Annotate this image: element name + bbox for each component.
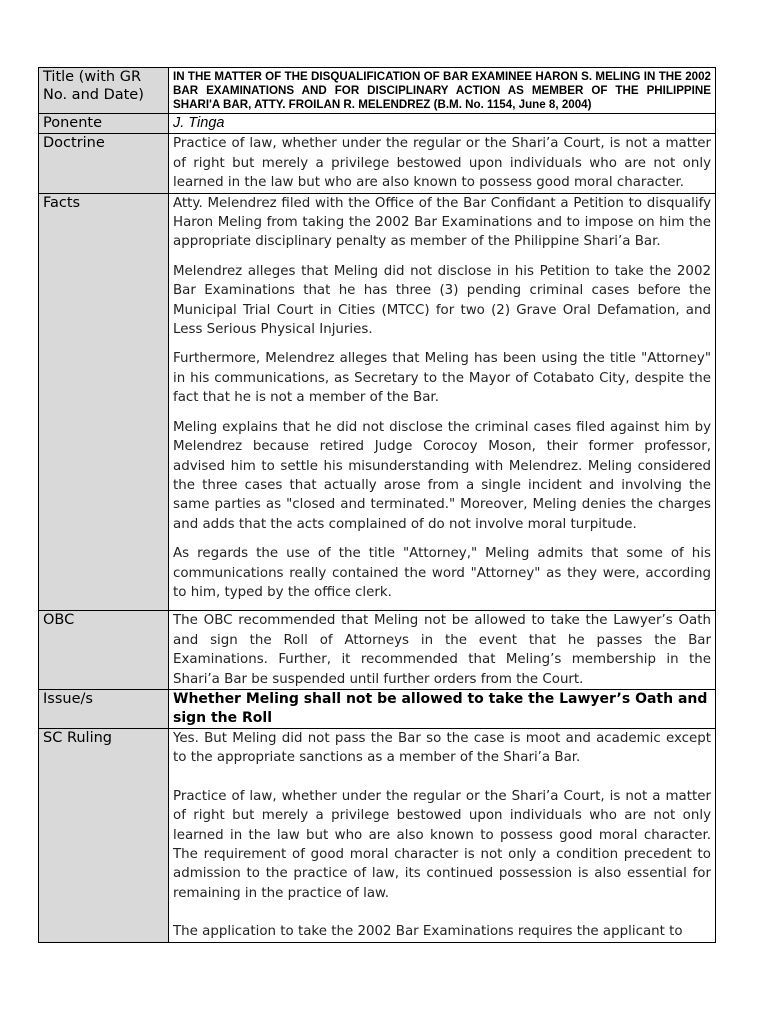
label-doctrine: Doctrine [39,134,169,193]
facts-paragraph: Atty. Melendrez filed with the Office of the Bar Confidant a Petition to disqualify Haron Meling from taking the 2002 Bar Examinations and to impose on him the appropriate disciplinary penalty as member of the Philippine Shari’a Bar. [173,195,711,250]
value-ponente [169,114,716,134]
row-title [39,68,716,114]
label-obc: OBC [39,611,169,690]
ruling-paragraph: The application to take the 2002 Bar Examinations requires the applicant to [173,924,683,940]
obc-text: The OBC recommended that Meling not be allowed to take the Lawyer’s Oath and sign the Roll of Attorneys in the event that he passes the Bar Examinations. Further, it recommended that Meling’s membership in the Shari’a Bar be suspended until further orders from the Court. [173,613,711,687]
issue-text: Whether Meling shall not be allowed to take the Lawyer’s Oath and sign the Roll [173,690,708,726]
value-title [169,68,716,114]
row-issue [39,689,716,728]
ponente-name: J. Tinga [173,115,225,131]
case-title: IN THE MATTER OF THE DISQUALIFICATION OF BAR EXAMINEE HARON S. MELING IN THE 2002 BAR EXAMINATIONS AND FOR DISCIPLINARY ACTION AS MEMBER OF THE PHILIPPINE SHARI'A BAR, ATTY. FROILAN R. MELENDREZ (B.M. No. 1154, June 8, 2004) [173,70,711,111]
value-doctrine [169,134,716,193]
row-doctrine [39,134,716,193]
row-ruling [39,728,716,942]
case-digest-page [38,67,716,943]
doctrine-text: Practice of law, whether under the regular or the Shari’a Court, is not a matter of right but merely a privilege bestowed upon individuals who are not only learned in the law but who are also known to possess good moral character. [173,136,711,191]
ruling-paragraph: Yes. But Meling did not pass the Bar so the case is moot and academic except to the appropriate sanctions as a member of the Shari’a Bar. [173,730,711,766]
case-digest-table [38,67,716,943]
label-ruling: SC Ruling [39,728,169,942]
row-ponente [39,114,716,134]
value-facts [169,193,716,611]
label-title: Title (with GR No. and Date) [39,68,169,114]
value-issue [169,689,716,728]
label-issue: Issue/s [39,689,169,728]
row-facts [39,193,716,611]
facts-paragraph: Furthermore, Melendrez alleges that Meling has been using the title "Attorney" in his communications, as Secretary to the Mayor of Cotabato City, despite the fact that he is not a member of the Bar. [173,351,711,406]
value-obc [169,611,716,690]
label-facts: Facts [39,193,169,611]
ruling-paragraph: Practice of law, whether under the regular or the Shari’a Court, is not a matter of right but merely a privilege bestowed upon individuals who are not only learned in the law but who are also known to possess good moral character. The requirement of good moral character is not only a condition precedent to admission to the practice of law, its continued possession is also essential for remaining in the practice of law. [173,788,711,901]
label-ponente: Ponente [39,114,169,134]
facts-paragraph: Melendrez alleges that Meling did not disclose in his Petition to take the 2002 Bar Examinations that he has three (3) pending criminal cases before the Municipal Trial Court in Cities (MTCC) for two (2) Grave Oral Defamation, and Less Serious Physical Injuries. [173,263,711,338]
facts-paragraph: Meling explains that he did not disclose the criminal cases filed against him by Melendrez because retired Judge Corocoy Moson, their former professor, advised him to settle his misunderstanding with Melendrez. Meling considered the three cases that actually arose from a single incident and involving the same parties as "closed and terminated." Moreover, Meling denies the charges and adds that the acts complained of do not involve moral turpitude. [173,419,711,532]
value-ruling [169,728,716,942]
facts-paragraph: As regards the use of the title "Attorney," Meling admits that some of his communications really contained the word "Attorney" as they were, according to him, typed by the office clerk. [173,546,711,600]
row-obc [39,611,716,690]
